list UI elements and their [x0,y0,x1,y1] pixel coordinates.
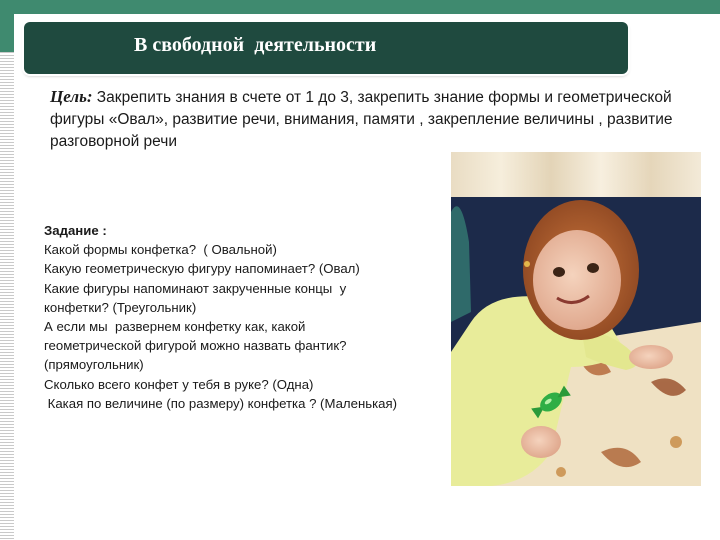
goal-text: Закрепить знания в счете от 1 до 3, закрепить знание формы и геометрической фигуры «Овал», развитие речи, внимания, памяти , закрепление величины , развитие разговорной речи [50,89,673,150]
task-line: Какие фигуры напоминают закрученные концы у [44,280,347,296]
task-line: геометрической фигурой можно назвать фантик? [44,338,347,354]
task-line: Какая по величине (по размеру) конфетка ? (Маленькая) [44,395,398,411]
task-title: Задание : [44,223,107,238]
slide-title: В свободной деятельности [134,34,377,56]
task-line: (прямоугольник) [44,357,144,373]
task-line: Какой формы конфетка? ( Овальной) [44,242,277,258]
task-line: Сколько всего конфет у тебя в руке? (Одна) [44,376,314,392]
task-line: Какую геометрическую фигуру напоминает? (Овал) [44,261,360,277]
task-line: А если мы развернем конфетку как, какой [44,319,306,335]
goal-paragraph [50,86,690,153]
task-block [44,221,444,413]
task-line: конфетки? (Треугольник) [44,299,197,315]
goal-label: Цель: [50,87,93,106]
child-with-candy-photo [451,152,701,486]
